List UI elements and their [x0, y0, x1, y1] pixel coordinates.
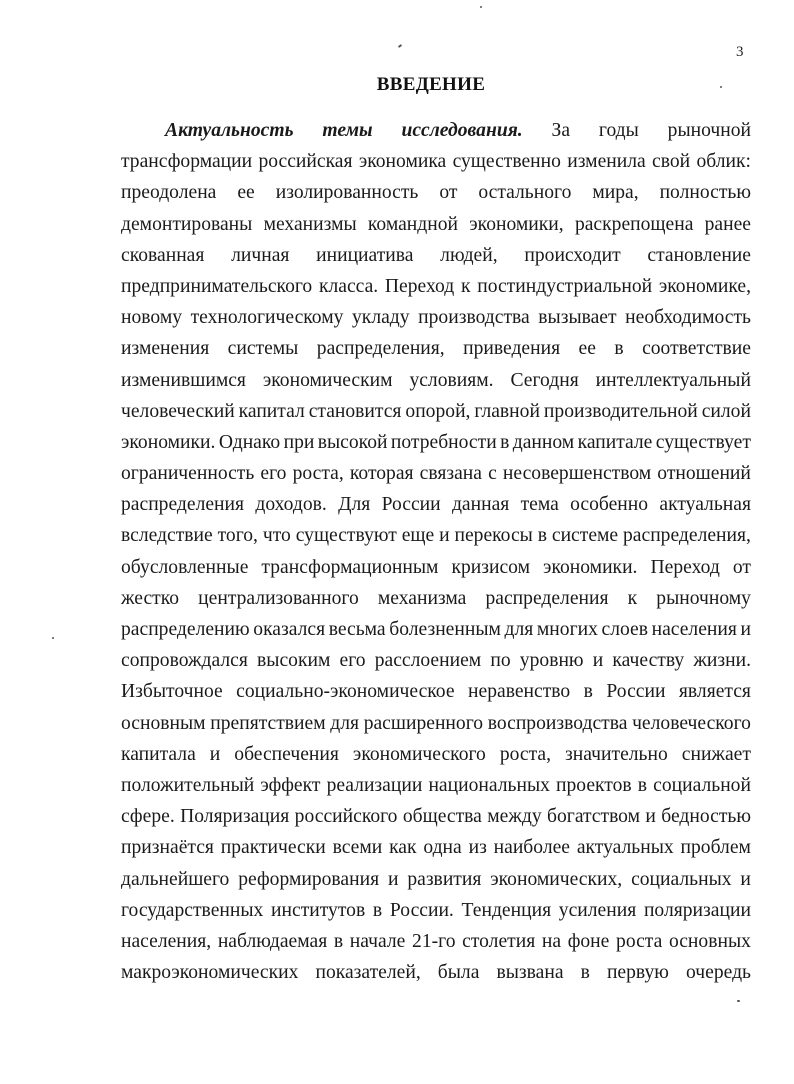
text-word: людей,	[440, 244, 498, 266]
text-word: За	[551, 120, 571, 141]
text-word: распределению	[121, 619, 250, 640]
text-word: распределения,	[623, 525, 751, 547]
text-word: инициатива	[316, 244, 414, 266]
text-word: от	[439, 182, 458, 204]
text-word: обусловленные	[121, 556, 249, 578]
text-word: жизни.	[693, 650, 751, 672]
text-word: данном	[512, 431, 575, 453]
text-word: сопровождался	[121, 650, 248, 672]
text-word: скованная	[121, 244, 205, 266]
text-word: населения	[651, 619, 737, 640]
text-word: для	[330, 712, 360, 734]
scan-speck	[52, 637, 54, 639]
text-word: наблюдаемая	[217, 930, 328, 952]
text-word: социальной	[653, 774, 751, 796]
text-word: в	[614, 338, 624, 360]
text-word: демонтированы	[121, 213, 253, 235]
text-word: России	[606, 681, 666, 703]
text-word: экономики.	[543, 556, 638, 578]
text-word: основных	[668, 930, 751, 952]
text-word: болезненным	[389, 619, 501, 640]
text-word: начале	[349, 930, 406, 952]
text-word: реформирования	[238, 868, 380, 890]
text-line	[121, 177, 751, 208]
text-line	[121, 365, 751, 396]
text-word: мира,	[592, 182, 639, 204]
text-word: населения,	[121, 930, 212, 952]
text-word: производительной	[543, 400, 698, 422]
text-word: государственных	[121, 899, 264, 921]
text-word: высоким	[257, 650, 331, 672]
text-word: расслоением	[374, 650, 482, 672]
text-word: исследования.	[401, 120, 523, 141]
text-word: и	[645, 806, 656, 828]
text-word: силой	[701, 400, 751, 422]
scan-speck	[480, 6, 482, 8]
text-word: экономика	[358, 151, 447, 173]
text-word: раскрепощена	[574, 213, 694, 235]
text-word: в	[500, 431, 510, 453]
text-line	[121, 676, 751, 707]
text-line	[121, 209, 751, 240]
text-word: и	[740, 619, 751, 640]
text-word: к	[627, 587, 638, 609]
text-line	[121, 115, 751, 146]
text-word: к	[460, 275, 471, 297]
text-word: командной	[367, 213, 459, 235]
text-line	[121, 333, 751, 364]
text-word: личная	[231, 244, 290, 266]
text-word: национальных	[428, 774, 550, 796]
text-word: в	[537, 525, 547, 547]
text-word: Тенденция	[461, 899, 552, 921]
text-word: темы	[322, 120, 373, 141]
text-word: России.	[389, 899, 454, 921]
text-line	[121, 240, 751, 271]
text-word: реализации	[326, 774, 423, 796]
text-word: качеству	[612, 650, 685, 672]
text-word: перекосы	[454, 525, 533, 547]
text-word: в	[637, 774, 648, 796]
text-word: всеми	[332, 837, 383, 859]
text-word: в	[372, 899, 383, 921]
text-word: значительно	[565, 743, 668, 765]
text-word: системе	[551, 525, 619, 547]
text-word: экономики.	[121, 431, 216, 453]
text-word: вызывает	[538, 307, 617, 329]
text-word: экономических,	[490, 868, 623, 890]
text-word: кризисом	[451, 556, 530, 578]
text-word: оказался	[253, 619, 326, 640]
text-word: системы	[227, 338, 299, 360]
text-word: ранее	[704, 213, 751, 235]
text-word: неравенство	[468, 681, 571, 703]
text-word: экономики,	[469, 213, 564, 235]
text-word: на	[541, 930, 562, 952]
text-word: обеспечения	[234, 743, 339, 765]
text-word: механизма	[377, 587, 467, 609]
text-word: трансформационным	[261, 556, 439, 578]
text-word: его	[339, 650, 366, 672]
text-word: Поляризация	[180, 806, 290, 828]
text-word: интеллектуальный	[595, 369, 751, 391]
text-word: положительный	[121, 774, 255, 796]
text-word: по	[490, 650, 511, 672]
text-word: и	[209, 743, 221, 765]
text-word: фоне	[567, 930, 610, 952]
text-word: становится	[308, 400, 402, 422]
text-word: 21-го	[412, 930, 456, 952]
text-word: экономического	[352, 743, 486, 765]
text-word: воспроизводства	[487, 712, 628, 734]
text-word: необходимость	[625, 307, 751, 329]
text-word: централизованного	[198, 587, 359, 609]
text-line	[121, 520, 751, 551]
text-word: российская	[258, 151, 353, 173]
text-word: его	[260, 463, 287, 485]
text-word: усиления	[558, 899, 637, 921]
text-line	[121, 832, 751, 863]
text-line	[121, 926, 751, 957]
text-word: изменившимся	[121, 369, 246, 391]
text-word: макроэкономических	[121, 962, 299, 984]
text-word: соответствие	[642, 338, 751, 360]
text-word: существует	[655, 431, 751, 453]
text-word: препятствием	[210, 712, 326, 734]
text-word: изменения	[121, 338, 210, 360]
text-word: была	[437, 962, 480, 984]
text-word: жестко	[121, 587, 180, 609]
text-word: в	[333, 930, 344, 952]
text-word: для	[504, 619, 534, 640]
text-word: изменила	[567, 151, 646, 173]
text-word: преодолена	[121, 182, 217, 204]
text-word: происходит	[524, 244, 621, 266]
text-word: практически	[220, 837, 326, 859]
text-word: вызвана	[496, 962, 564, 984]
text-word: капитале	[577, 431, 653, 453]
text-word: укладу	[352, 307, 410, 329]
text-line	[121, 614, 751, 645]
text-word: столетия	[462, 930, 536, 952]
text-word: человеческого	[632, 712, 751, 734]
text-word: изолированность	[275, 182, 419, 204]
text-word: одна	[423, 837, 462, 859]
text-line	[121, 583, 751, 614]
text-word: распределения	[121, 494, 245, 516]
text-word: актуальная	[659, 494, 751, 516]
text-line	[121, 489, 751, 520]
text-line	[121, 271, 751, 302]
text-word: класса.	[318, 275, 379, 297]
text-word: рыночной	[667, 120, 751, 141]
text-word: особенно	[570, 494, 649, 516]
text-word: уровню	[519, 650, 584, 672]
text-word: ее	[237, 182, 255, 204]
text-line	[121, 801, 751, 832]
text-line	[121, 552, 751, 583]
text-word: с	[488, 463, 497, 485]
text-word: российского	[294, 806, 398, 828]
text-line	[121, 895, 751, 926]
text-word: трансформации	[121, 151, 253, 173]
text-word: и	[592, 650, 604, 672]
text-word: в	[580, 962, 590, 984]
scan-speck	[398, 44, 402, 48]
text-word: технологическому	[190, 307, 344, 329]
introduction-paragraph	[121, 115, 751, 988]
text-word: приведения	[463, 338, 561, 360]
text-word: высокой	[317, 431, 388, 453]
text-line	[121, 427, 751, 458]
text-word: тема	[520, 494, 559, 516]
text-word: проблем	[680, 837, 751, 859]
text-word: Актуальность	[165, 120, 294, 141]
text-word: является	[678, 681, 751, 703]
text-word: распределения	[485, 587, 609, 609]
text-word: годы	[598, 120, 639, 141]
text-word: того,	[217, 525, 258, 547]
text-word: очередь	[686, 962, 751, 984]
text-word: при	[283, 431, 315, 453]
text-line	[121, 770, 751, 801]
text-word: бедностью	[661, 806, 751, 828]
text-word: весьма	[328, 619, 386, 640]
text-word: капитал	[238, 400, 305, 422]
text-line	[121, 458, 751, 489]
text-word: остального	[478, 182, 572, 204]
text-word: эффект	[260, 774, 321, 796]
scan-speck	[720, 86, 722, 88]
text-line	[121, 708, 751, 739]
text-line	[121, 146, 751, 177]
text-word: признаётся	[121, 837, 214, 859]
text-word: общества	[402, 806, 482, 828]
text-word: производства	[418, 307, 530, 329]
text-word: постиндустриальной	[477, 275, 653, 297]
text-word: данная	[451, 494, 510, 516]
text-word: показателей,	[315, 962, 421, 984]
text-word: механизмы	[263, 213, 357, 235]
text-word: многих	[536, 619, 598, 640]
text-word: что	[262, 525, 291, 547]
text-line	[121, 302, 751, 333]
text-word: институтов	[271, 899, 366, 921]
text-word: которая	[349, 463, 414, 485]
text-word: несовершенством	[502, 463, 652, 485]
text-word: Для	[338, 494, 371, 516]
text-word: и	[740, 868, 751, 890]
text-word: роста	[616, 930, 663, 952]
text-word: Избыточное	[121, 681, 223, 703]
text-word: Переход	[650, 556, 720, 578]
text-word: между	[487, 806, 542, 828]
text-line	[121, 957, 751, 988]
text-word: вследствие	[121, 525, 213, 547]
text-line	[121, 396, 751, 427]
text-word: полностью	[659, 182, 751, 204]
text-word: России	[381, 494, 441, 516]
text-word: Однако	[218, 431, 281, 453]
text-word: облик:	[696, 151, 751, 173]
text-word: экономике,	[658, 275, 751, 297]
text-word: доходов.	[255, 494, 327, 516]
text-word: сфере.	[121, 806, 175, 828]
text-word: социальных	[631, 868, 732, 890]
scan-speck	[737, 1000, 740, 1002]
text-word: рыночному	[656, 587, 751, 609]
text-word: роста,	[499, 743, 552, 765]
text-word: Переход	[384, 275, 455, 297]
text-word: от	[732, 556, 751, 578]
text-word: развития	[407, 868, 482, 890]
text-word: актуальных	[576, 837, 674, 859]
text-word: как	[389, 837, 417, 859]
text-word: ее	[578, 338, 596, 360]
text-line	[121, 645, 751, 676]
text-word: роста,	[292, 463, 344, 485]
text-line	[121, 739, 751, 770]
text-word: существенно	[452, 151, 561, 173]
text-word: условиям.	[409, 369, 494, 391]
text-word: из	[468, 837, 487, 859]
text-word: проектов	[556, 774, 632, 796]
text-word: в	[583, 681, 593, 703]
text-word: предпринимательского	[121, 275, 313, 297]
text-word: Сегодня	[510, 369, 579, 391]
text-word: наиболее	[493, 837, 570, 859]
text-word: новому	[121, 307, 183, 329]
text-word: распределения,	[316, 338, 445, 360]
text-word: существуют	[295, 525, 397, 547]
text-word: экономическим	[262, 369, 393, 391]
text-word: богатством	[547, 806, 641, 828]
text-word: человеческий	[121, 400, 235, 422]
text-word: ограниченность	[121, 463, 255, 485]
text-word: главной	[474, 400, 540, 422]
text-word: отношений	[657, 463, 751, 485]
text-word: и	[387, 868, 399, 890]
text-word: социально-экономическое	[236, 681, 455, 703]
text-line	[121, 864, 751, 895]
text-word: опорой,	[405, 400, 471, 422]
text-word: связана	[419, 463, 482, 485]
text-word: и	[439, 525, 450, 547]
text-word: слоев	[601, 619, 648, 640]
page-title: ВВЕДЕНИЕ	[376, 74, 486, 95]
text-word: дальнейшего	[121, 868, 230, 890]
text-word: первую	[606, 962, 669, 984]
page-number: 3	[736, 44, 744, 60]
text-word: поляризации	[643, 899, 751, 921]
text-word: снижает	[681, 743, 751, 765]
text-word: еще	[401, 525, 435, 547]
text-word: свой	[652, 151, 691, 173]
text-word: потребности	[390, 431, 497, 453]
text-word: основным	[121, 712, 206, 734]
text-word: расширенного	[363, 712, 484, 734]
text-word: капитала	[121, 743, 196, 765]
text-word: становление	[647, 244, 751, 266]
